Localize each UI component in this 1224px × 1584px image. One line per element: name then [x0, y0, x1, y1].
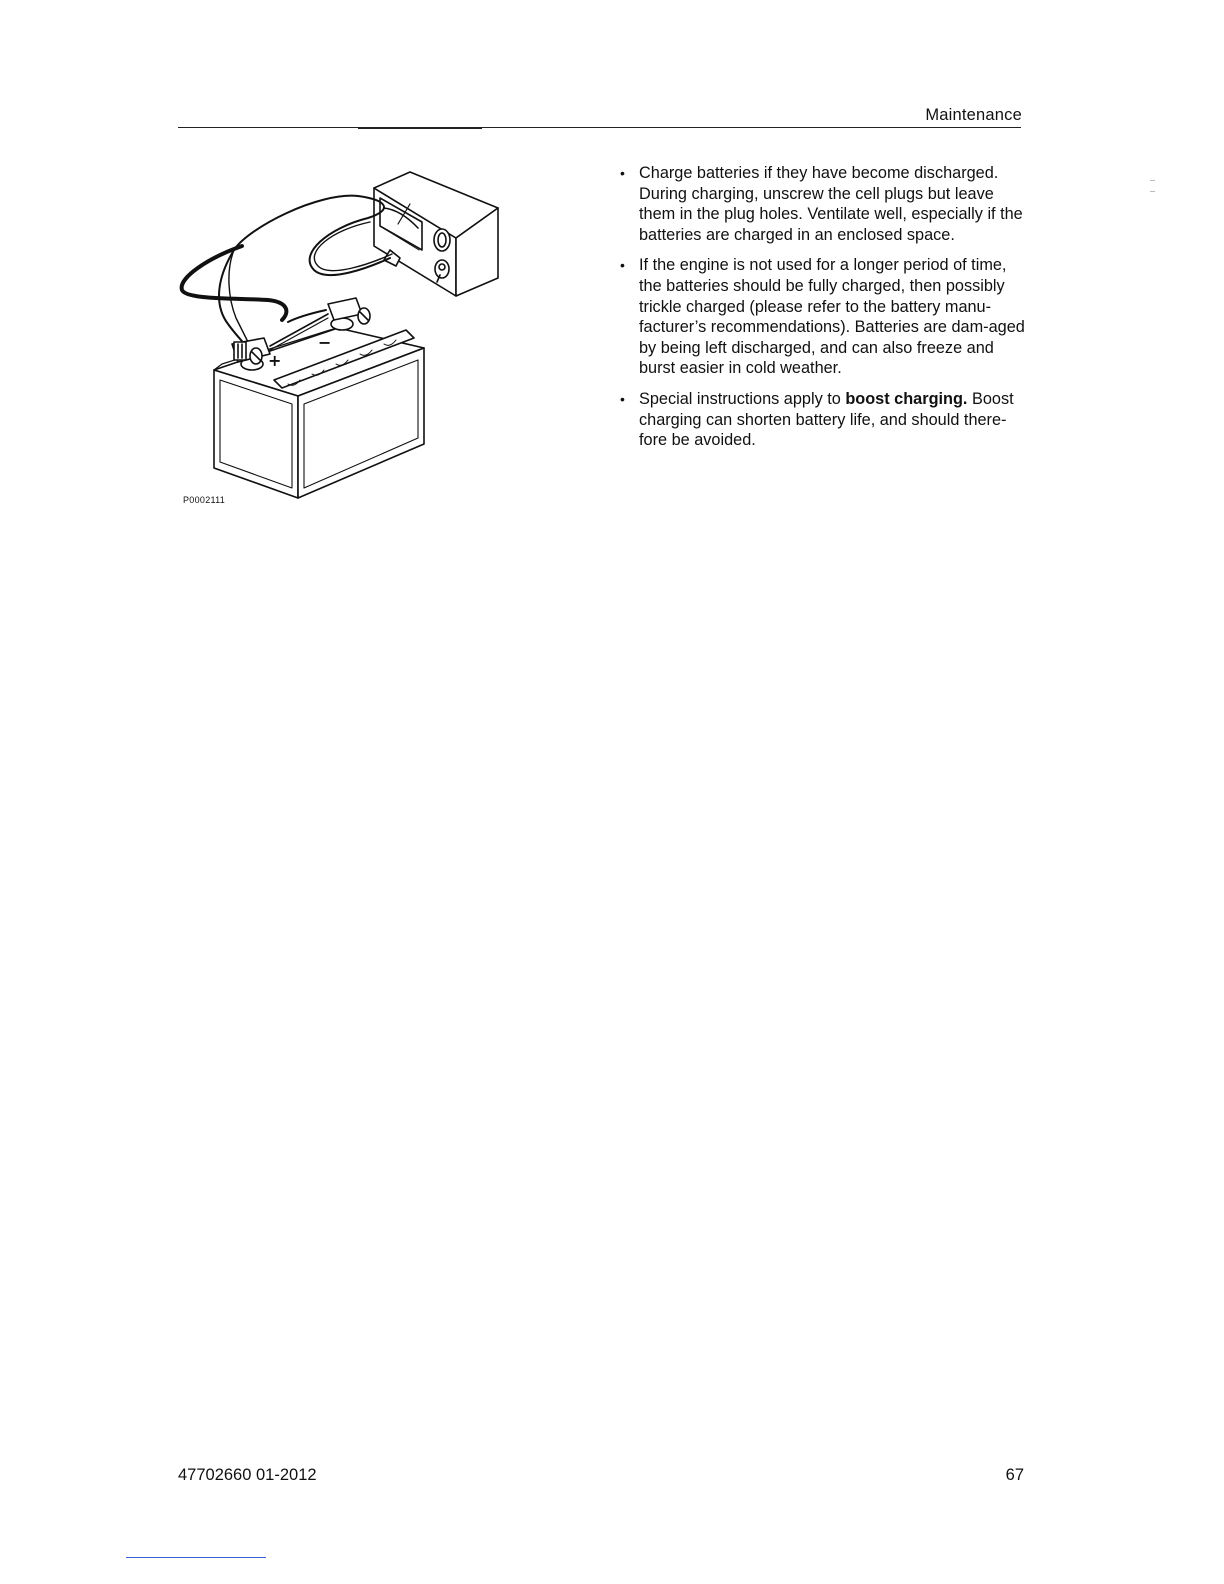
document-number: 47702660 01-2012 — [178, 1466, 317, 1484]
minus-symbol: − — [318, 333, 332, 352]
charger-cable-thick — [182, 246, 287, 320]
battery-charger-illustration — [178, 158, 518, 518]
header-rule-accent — [358, 127, 482, 129]
bullet-item-storage: • If the engine is not used for a longer period of time, the batteries should be fully charged, then possibly trickle charged (please refer to the battery manu-facturer’s recommendations). Batteries are dam-aged by being left discharged, and can also freeze and burst easier in cold weather. — [620, 255, 1030, 379]
maintenance-bullet-list — [620, 163, 1030, 461]
page-number: 67 — [1005, 1466, 1024, 1484]
figure-code: P0002111 — [183, 495, 226, 505]
header-rule — [178, 127, 1021, 128]
battery-charger-drawing — [178, 158, 518, 508]
bullet-item-charge: • Charge batteries if they have become discharged. During charging, unscrew the cell plugs but leave them in the plug holes. Ventilate well, especially if the batteries are charged in an enclosed space. — [620, 163, 1030, 245]
bullet-bold-term: boost charging. — [845, 389, 968, 408]
plus-symbol: + — [268, 351, 282, 370]
edge-marks — [1150, 180, 1156, 194]
bullet-text-after: Boost charging can shorten battery life, and should there-fore be avoided. — [639, 389, 1014, 450]
bottom-link-underline — [126, 1557, 266, 1558]
charger-switch — [435, 260, 449, 278]
bullet-item-boost — [620, 389, 1030, 451]
section-title: Maintenance — [925, 106, 1022, 124]
bullet-text-before: Special instructions apply to — [639, 389, 846, 408]
